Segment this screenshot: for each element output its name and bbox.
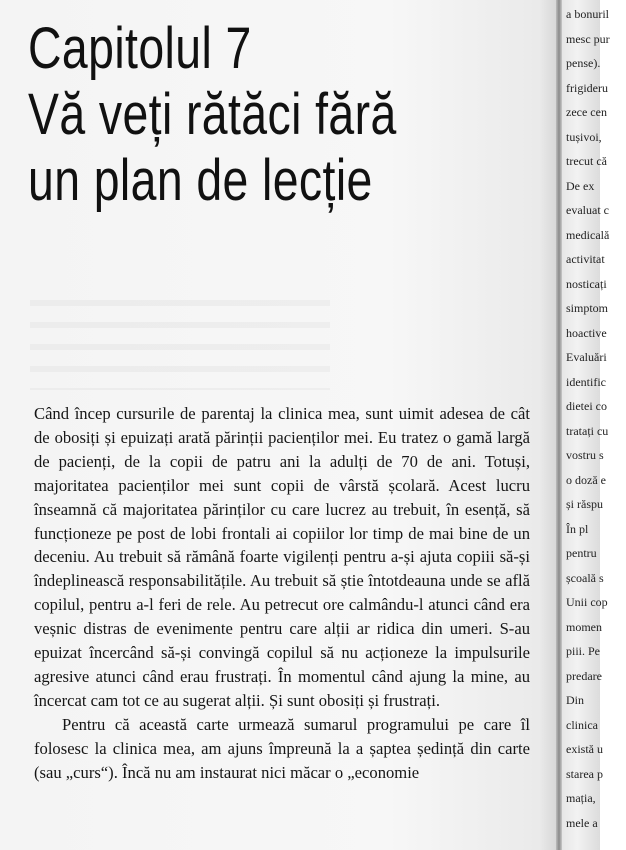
right-page-line: pense). [566,56,601,70]
right-page-line: predare [566,668,602,683]
chapter-title [28,16,397,214]
body-paragraph-1: Când încep cursurile de parentaj la clinica mea, sunt uimit adesea de cât de obosiți și epuizați arată părinții pacienților mei. Eu tratez o gamă largă de pacienți, de la copii de patru ani la adulți de 70 de ani. Totuși, majoritatea pacienților mei sunt copii de vârstă școlară. Acest lucru înseamnă că majoritatea părinților cu care lucrez au trebuit, în esență, să funcționeze pe post de lobi frontali ai copiilor lor timp de mai bine de un deceniu. Au trebuit să rămână foarte vigilenți pentru a-și ajuta copiii să-și îndeplinească responsabilitățile. Au trebuit să știe întotdeauna unde se află copilul, pentru a-l feri de rele. Au petrecut ore calmându-l atunci când era veșnic distras de evenimente pentru care alții ar ridica din umeri. S-au epuizat încercând să-și convingă copilul să nu acționeze la impulsurile agresive atunci când erau frustrați. În momentul când ajung la mine, au încercat cam tot ce au sugerat alții. Și sunt obosiți și frustrați. [34,404,530,710]
right-page-line: tușivoi, [566,129,602,144]
right-page-line: există u [566,742,603,756]
right-page-line: o doză e [566,472,606,487]
right-page-line: piii. Pe [566,644,601,658]
right-page-line: școală s [566,570,604,585]
right-page-line: nosticați [566,276,607,291]
right-page-line: starea p [566,766,603,781]
right-page-line: Evaluări [566,350,607,364]
right-page-line: vostru s [566,448,604,462]
right-page-line: zece cen [566,105,607,119]
body-paragraph-2: Pentru că această carte urmează sumarul programului pe care îl folosesc la clinica mea, am ajuns împreună la a șaptea ședință din carte (sau „curs“). Încă nu am instaurat nici măcar o „economie [34,714,530,782]
body-text [34,402,530,785]
right-page-line: evaluat c [566,203,609,217]
right-page-line: trecut că [566,154,607,168]
right-page-line: clinica [566,717,598,732]
chapter-heading-line-1: Vă veți rătăci fără [28,82,397,147]
right-page-line: De ex [566,178,595,193]
right-page-line: frigideru [566,80,608,95]
right-page-line: În pl [566,521,589,536]
right-page-line: momen [566,619,602,634]
right-page-line: pentru [566,546,597,560]
right-page-line: Din [566,693,584,707]
right-page-line: a bonuril [566,7,609,21]
right-page-line: Unii cop [566,595,608,609]
right-page-line: medicală [566,227,610,242]
right-page-line: mesc pur [566,31,610,46]
show-through-text [30,300,330,390]
right-page-line: mele a [566,815,598,830]
right-page-line: dietei co [566,399,607,413]
right-page [562,0,610,850]
right-page-line: identific [566,374,606,389]
right-page-line: activitat [566,252,605,266]
right-page-line: tratați cu [566,423,609,438]
chapter-heading-line-2: un plan de lecție [28,148,373,213]
right-page-line: și răspu [566,497,603,511]
right-page-line: hoactive [566,325,607,340]
chapter-number: Capitolul 7 [28,16,252,81]
right-page-line: simptom [566,301,609,315]
right-page-text [566,2,626,835]
right-page-line: mația, [566,791,596,805]
